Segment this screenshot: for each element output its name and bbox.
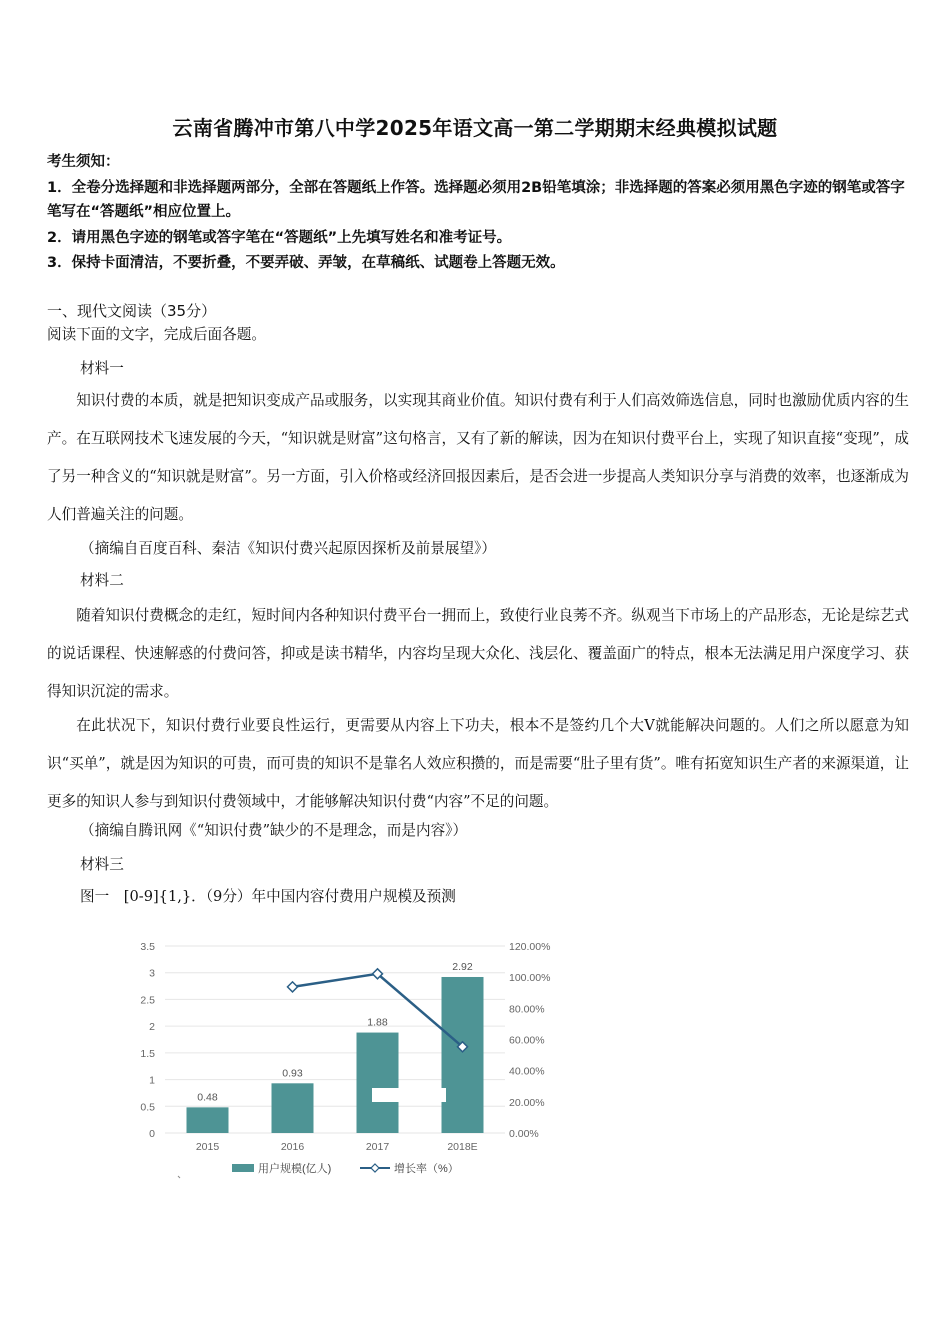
chart-overlay-box bbox=[372, 1088, 446, 1102]
right-axis-tick: 120.00% bbox=[509, 941, 551, 953]
chart-corner-mark bbox=[178, 1176, 180, 1178]
bar-2017 bbox=[357, 1033, 399, 1133]
material-2-source: （摘编自腾讯网《“知识付费”缺少的不是理念，而是内容》） bbox=[80, 822, 468, 839]
user-scale-chart bbox=[130, 928, 560, 1184]
material-2-paragraph-1: 随着知识付费概念的走红，短时间内各种知识付费平台一拥而上，致使行业良莠不齐。纵观当下市场上的产品形态，无论是综艺式的说话课程、快速解惑的付费问答，抑或是读书精华，内容均呈现大众化、浅层化、覆盖面广的特点，根本无法满足用户深度学习、获得知识沉淀的需求。 bbox=[47, 607, 909, 700]
chart-left-axis bbox=[140, 941, 155, 1140]
left-axis-tick: 3 bbox=[149, 967, 155, 980]
x-axis-tick: 2017 bbox=[365, 1141, 390, 1153]
left-axis-tick: 1 bbox=[149, 1074, 155, 1087]
right-axis-tick: 0.00% bbox=[509, 1128, 539, 1140]
left-axis-tick: 0.5 bbox=[140, 1101, 155, 1114]
x-axis-tick: 2015 bbox=[195, 1141, 220, 1153]
bar-2018E bbox=[442, 977, 484, 1133]
right-axis-tick: 80.00% bbox=[509, 1003, 545, 1016]
material-1-text: 知识付费的本质，就是把知识变成产品或服务，以实现其商业价值。知识付费有利于人们高效筛选信息，同时也激励优质内容的生产。在互联网技术飞速发展的今天，“知识就是财富”这句格言，又有了新的解读，因为在知识付费平台上，实现了知识直接“变现”，成了另一种含义的“知识就是财富”。另一方面，引入价格或经济回报因素后，是否会进一步提高人类知识分享与消费的效率，也逐渐成为人们普遍关注的问题。 bbox=[47, 392, 909, 523]
legend-line-label: 增长率（%） bbox=[394, 1163, 459, 1175]
material-1-source: （摘编自百度百科、秦洁《知识付费兴起原因探析及前景展望》） bbox=[80, 540, 496, 557]
chart-bars bbox=[187, 977, 484, 1133]
figure-caption: 图一 [0-9]{1,}．（9分）年中国内容付费用户规模及预测 bbox=[80, 888, 456, 905]
material-1-label: 材料一 bbox=[80, 360, 124, 377]
bar-label: 1.88 bbox=[367, 1016, 388, 1029]
bar-label: 0.93 bbox=[282, 1067, 303, 1080]
section-heading: 一、现代文阅读（35分） bbox=[47, 302, 217, 320]
right-axis-tick: 100.00% bbox=[509, 972, 551, 985]
document-title: 云南省腾冲市第八中学2025年语文高一第二学期期末经典模拟试题 bbox=[172, 116, 778, 140]
chart-legend bbox=[232, 1161, 459, 1175]
x-axis-tick: 2018E bbox=[447, 1141, 478, 1153]
material-2-label: 材料二 bbox=[80, 572, 124, 589]
growth-point bbox=[288, 982, 298, 992]
legend-bar-swatch bbox=[232, 1164, 254, 1172]
notice-item-2: 2．请用黑色字迹的钢笔或答字笔在“答题纸”上先填写姓名和准考证号。 bbox=[47, 230, 512, 246]
material-3-label: 材料三 bbox=[80, 856, 124, 873]
chart-x-axis bbox=[196, 1141, 478, 1153]
left-axis-tick: 3.5 bbox=[140, 941, 155, 953]
notice-item-1: 1．全卷分选择题和非选择题两部分，全部在答题纸上作答。选择题必须用2B铅笔填涂；非选择题的答案必须用黑色字迹的钢笔或答字笔写在“答题纸”相应位置上。 bbox=[47, 180, 905, 220]
notice-heading: 考生须知： bbox=[47, 154, 120, 170]
x-axis-tick: 2016 bbox=[280, 1141, 305, 1153]
left-axis-tick: 1.5 bbox=[140, 1047, 155, 1060]
legend-bar-label: 用户规模(亿人) bbox=[258, 1163, 332, 1175]
legend-marker-icon bbox=[371, 1164, 379, 1172]
left-axis-tick: 2.5 bbox=[140, 994, 155, 1007]
left-axis-tick: 0 bbox=[149, 1128, 155, 1140]
chart-bar-labels bbox=[197, 961, 473, 1103]
bar-2016 bbox=[272, 1083, 314, 1133]
right-axis-tick: 40.00% bbox=[509, 1065, 545, 1078]
reading-instruction: 阅读下面的文字，完成后面各题。 bbox=[47, 326, 266, 343]
bar-label: 2.92 bbox=[452, 960, 473, 973]
left-axis-tick: 2 bbox=[149, 1021, 155, 1034]
right-axis-tick: 20.00% bbox=[509, 1096, 545, 1109]
bar-label: 0.48 bbox=[197, 1091, 218, 1104]
right-axis-tick: 60.00% bbox=[509, 1034, 545, 1047]
notice-item-3: 3．保持卡面清洁，不要折叠，不要弄破、弄皱，在草稿纸、试题卷上答题无效。 bbox=[47, 255, 565, 271]
bar-2015 bbox=[187, 1107, 229, 1133]
material-2-paragraph-2: 在此状况下，知识付费行业要良性运行，更需要从内容上下功夫，根本不是签约几个大V就能解决问题的。人们之所以愿意为知识“买单”，就是因为知识的可贵，而可贵的知识不是靠名人效应积攒的，而是需要“肚子里有货”。唯有拓宽知识生产者的来源渠道，让更多的知识人参与到知识付费领域中，才能够解决知识付费“内容”不足的问题。 bbox=[47, 717, 909, 810]
chart-right-axis bbox=[509, 941, 550, 1140]
